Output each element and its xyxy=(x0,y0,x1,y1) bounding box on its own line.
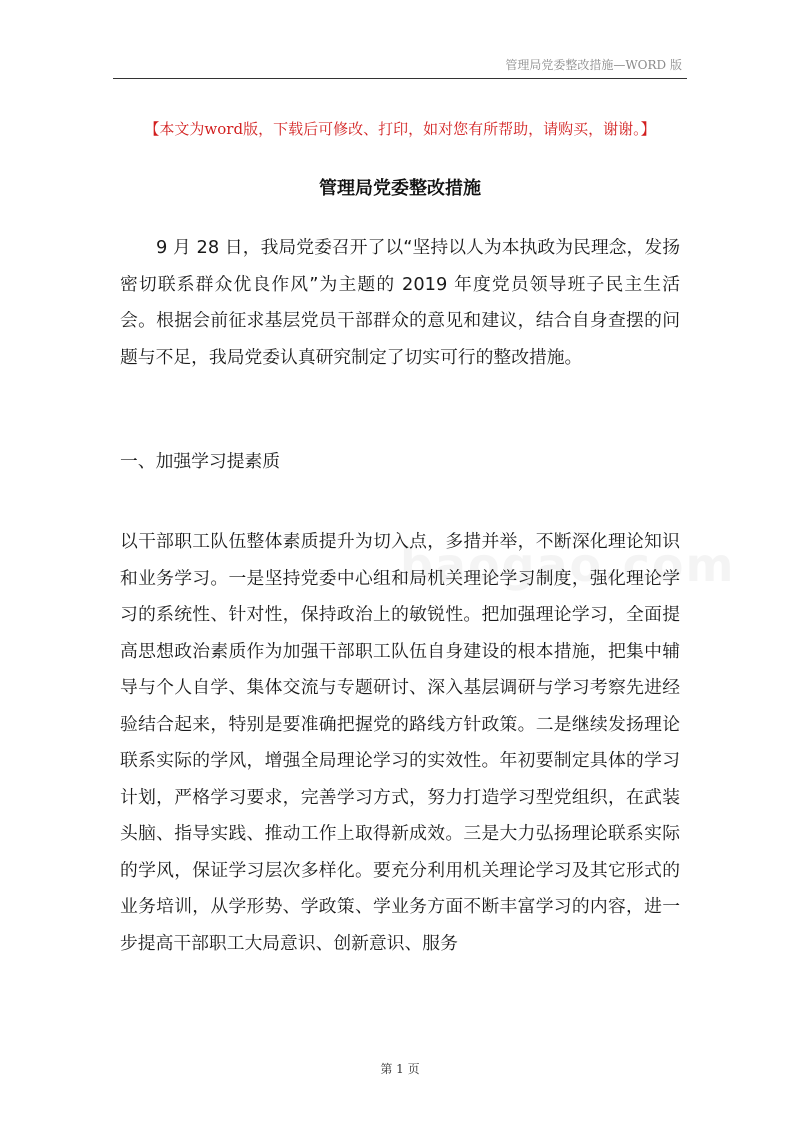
document-title: 管理局党委整改措施 xyxy=(319,178,481,199)
intro-paragraph: 9 月 28 日，我局党委召开了以“坚持以人为本执政为民理念，发扬密切联系群众优良作风”为主题的 2019 年度党员领导班子民主生活会。根据会前征求基层党员干部群众的意见和建议，结合自身查摆的问题与不足，我局党委认真研究制定了切实可行的整改措施。 xyxy=(120,237,680,368)
download-notice: 【本文为word版，下载后可修改、打印，如对您有所帮助，请购买，谢谢。】 xyxy=(144,120,656,138)
watermark xyxy=(400,538,735,592)
header-divider xyxy=(113,78,687,79)
section-paragraph: 以干部职工队伍整体素质提升为切入点，多措并举，不断深化理论知识和业务学习。一是坚持党委中心组和局机关理论学习制度，强化理论学习的系统性、针对性，保持政治上的敏锐性。把加强理论学习，全面提高思想政治素质作为加强干部职工队伍自身建设的根本措施，把集中辅导与个人自学、集体交流与专题研讨、深入基层调研与学习考察先进经验结合起来，特别是要准确把握党的路线方针政策。二是继续发扬理论联系实际的学风，增强全局理论学习的实效性。年初要制定具体的学习计划，严格学习要求，完善学习方式，努力打造学习型党组织，在武装头脑、指导实践、推动工作上取得新成效。三是大力弘扬理论联系实际的学风，保证学习层次多样化。要充分利用机关理论学习及其它形式的业务培训，从学形势、学政策、学业务方面不断丰富学习的内容，进一步提高干部职工大局意识、创新意识、服务 xyxy=(120,531,680,954)
page-header: 管理局党委整改措施—WORD 版 xyxy=(505,58,682,72)
page-number: 第 1 页 xyxy=(380,1062,420,1076)
section-heading: 一、加强学习提素质 xyxy=(120,451,281,472)
